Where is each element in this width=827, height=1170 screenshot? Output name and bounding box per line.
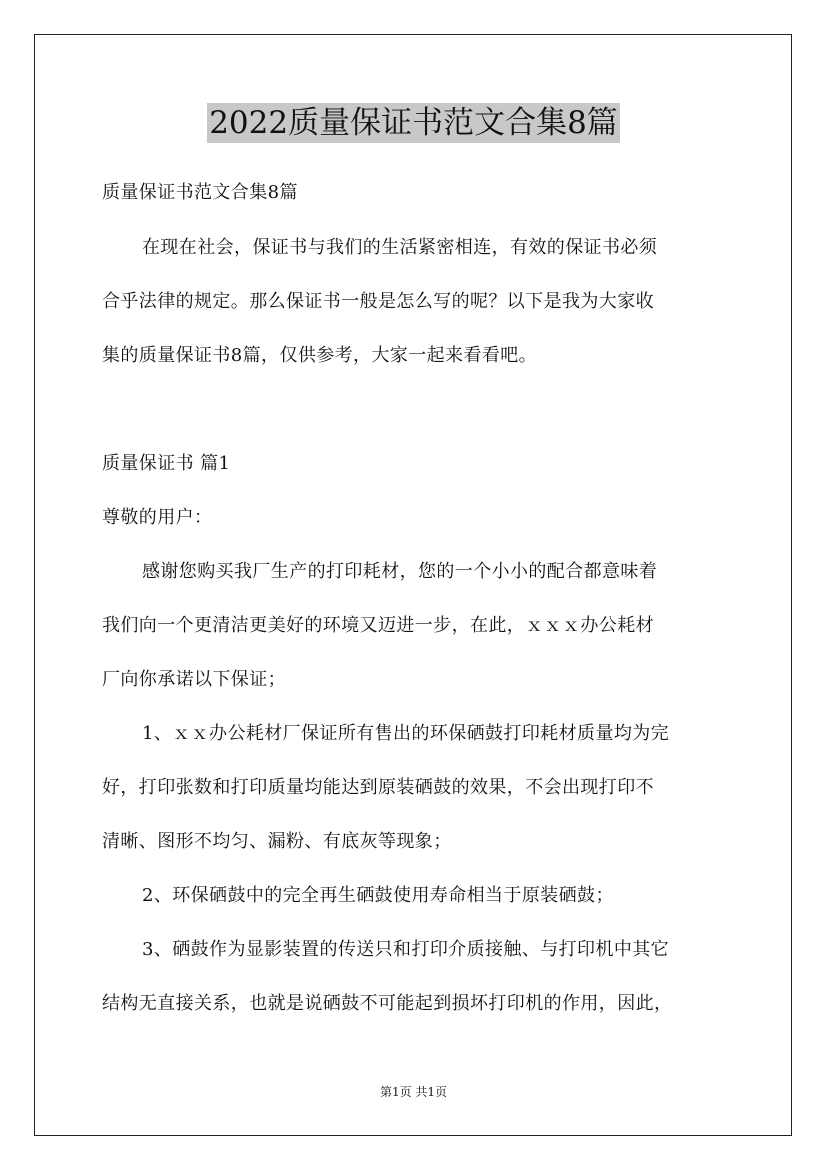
body-line-2: 我们向一个更清洁更美好的环境又迈进一步，在此，ｘｘｘ办公耗材	[102, 615, 654, 636]
title-container	[0, 103, 827, 143]
body-line-8: 3、硒鼓作为显影装置的传送只和打印介质接触、与打印机中其它	[142, 939, 670, 960]
body-line-1: 感谢您购买我厂生产的打印耗材，您的一个小小的配合都意味着	[142, 561, 658, 582]
body-line-7: 2、环保硒鼓中的完全再生硒鼓使用寿命相当于原装硒鼓；	[142, 885, 614, 906]
document-title: 2022质量保证书范文合集8篇	[209, 105, 618, 141]
body-line-5: 好，打印张数和打印质量均能达到原装硒鼓的效果，不会出现打印不	[102, 777, 654, 798]
page-footer: 第1页 共1页	[379, 1085, 448, 1099]
intro-line-1: 在现在社会，保证书与我们的生活紧密相连，有效的保证书必须	[142, 237, 658, 258]
intro-line-3: 集的质量保证书8篇，仅供参考，大家一起来看看吧。	[102, 345, 538, 366]
salutation: 尊敬的用户：	[102, 507, 213, 528]
body-line-3: 厂向你承诺以下保证；	[102, 669, 286, 690]
section-heading: 质量保证书 篇1	[102, 453, 231, 474]
intro-line-2: 合乎法律的规定。那么保证书一般是怎么写的呢？以下是我为大家收	[102, 291, 654, 312]
body-line-6: 清晰、图形不均匀、漏粉、有底灰等现象；	[102, 831, 452, 852]
body-line-4: 1、ｘｘ办公耗材厂保证所有售出的环保硒鼓打印耗材质量均为完	[142, 723, 670, 744]
document-subtitle: 质量保证书范文合集8篇	[102, 182, 298, 203]
body-line-9: 结构无直接关系，也就是说硒鼓不可能起到损坏打印机的作用，因此，	[102, 993, 673, 1014]
